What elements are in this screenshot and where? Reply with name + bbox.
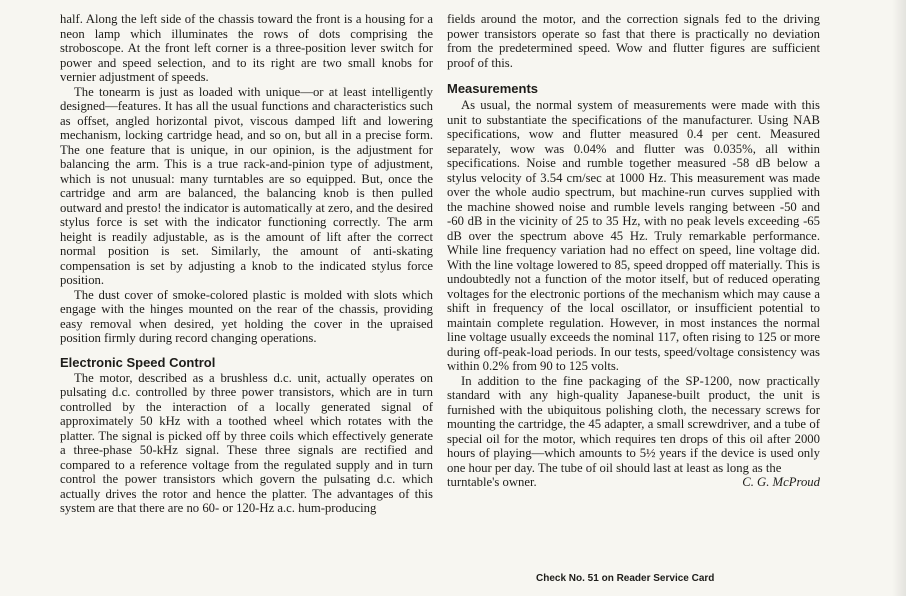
heading-measurements: Measurements	[447, 81, 539, 96]
paragraph-measurements: As usual, the normal system of measurements were made with this unit to substantiate the specifications of the manufacturer. Using NAB specifications, wow and flutter measured 0.4 per cent. Measured separately, wow was 0.04% and flutter was 0.035%, all within specifications. Noise and rumble together measured -58 dB below a stylus velocity of 3.54 cm/sec at 1000 Hz. This measurement was made over the whole audio spectrum, but machine-run curves supplied with the machine showed noise and rumble levels ranging between -50 and -60 dB in the vicinity of 25 to 35 Hz, with no peak levels exceeding -65 dB over the spectrum above 45 Hz. Truly remarkable performance. While line frequency variation had no effect on speed, line voltage did. With the line voltage lowered to 85, speed dropped off materially. This is undoubtedly not a function of the motor itself, but of reduced operating voltages for the electronic portions of the mechanism which may cause a shift in frequency of the local oscillator, or insufficient potential to maintain complete regulation. However, in most instances the normal line voltage usually exceeds the nominal 117, often rising to 125 or more during off-peak-load periods. In our tests, speed/voltage consistency was within 0.2% from 90 to 125 volts.	[447, 98, 820, 373]
paragraph-strobe-controls: half. Along the left side of the chassis toward the front is a housing for a neon lamp which illuminates the rows of dots comprising the stroboscope. At the front left corner is a three-position lever switch for power and speed selection, and to its right are two small knobs for vernier adjustment of speeds.	[60, 12, 433, 84]
closing-text: turntable's owner.	[447, 475, 537, 489]
closing-line	[447, 475, 820, 490]
page-edge-shadow	[892, 0, 906, 596]
paragraph-tonearm: The tonearm is just as loaded with unique—or at least intelligently designed—features. It has all the usual functions and characteristics such as offset, angled horizontal pivot, viscous damped lift and lowering mechanism, locking cartridge head, and so on, but all in a precise form. The one feature that is unique, in our opinion, is the adjustment for balancing the arm. This is a true rack-and-pinion type of adjustment, which is not unusual: many turntables are so equipped. But, once the cartridge and arm are balanced, the balancing knob is then pulled outward and presto! the indicator is automatically at zero, and the desired stylus force is set with the indicator functioning correctly. The arm height is readily adjustable, as is the amount of lift after the correct normal position is set. Similarly, the amount of anti-skating compensation is set by adjusting a knob to the indicated stylus force position.	[60, 84, 433, 287]
paragraph-accessories: In addition to the fine packaging of the SP-1200, now practically standard with any high-quality Japanese-built product, the unit is furnished with the ubiquitous polishing cloth, the necessary screws for mounting the cartridge, the 45 adapter, a small screwdriver, and a tube of special oil for the motor, which requires ten drops of this oil after 2000 hours of playing—which amounts to 5½ years if the device is used only one hour per day. The tube of oil should last at least as long as the	[447, 373, 820, 475]
paragraph-dust-cover: The dust cover of smoke-colored plastic is molded with slots which engage with the hinges mounted on the rear of the chassis, providing easy removal when desired, yet holding the cover in the upraised position firmly during record changing operations.	[60, 287, 433, 345]
right-column	[447, 12, 820, 490]
paragraph-motor: The motor, described as a brushless d.c. unit, actually operates on pulsating d.c. controlled by three power transistors, which are in turn controlled by the interaction of a locally generated signal of approximately 50 kHz with a toothed wheel which rotates with the platter. The signal is picked off by three coils which effectively generate a three-phase 50-kHz signal. These three signals are rectified and compared to a reference voltage from the regulated supply and in turn control the power transistors which govern the pulsating d.c. which actually drives the rotor and hence the platter. The advantages of this system are that there are no 60- or 120-Hz a.c. hum-producing	[60, 370, 433, 515]
left-column	[60, 12, 433, 516]
paragraph-motor-continued: fields around the motor, and the correction signals fed to the driving power transistors operate so fast that there is practically no deviation from the predetermined speed. Wow and flutter figures are sufficient proof of this.	[447, 12, 820, 70]
author-signature: C. G. McProud	[742, 475, 820, 489]
reader-service-footer: Check No. 51 on Reader Service Card	[536, 573, 715, 584]
heading-electronic-speed-control: Electronic Speed Control	[60, 354, 216, 370]
